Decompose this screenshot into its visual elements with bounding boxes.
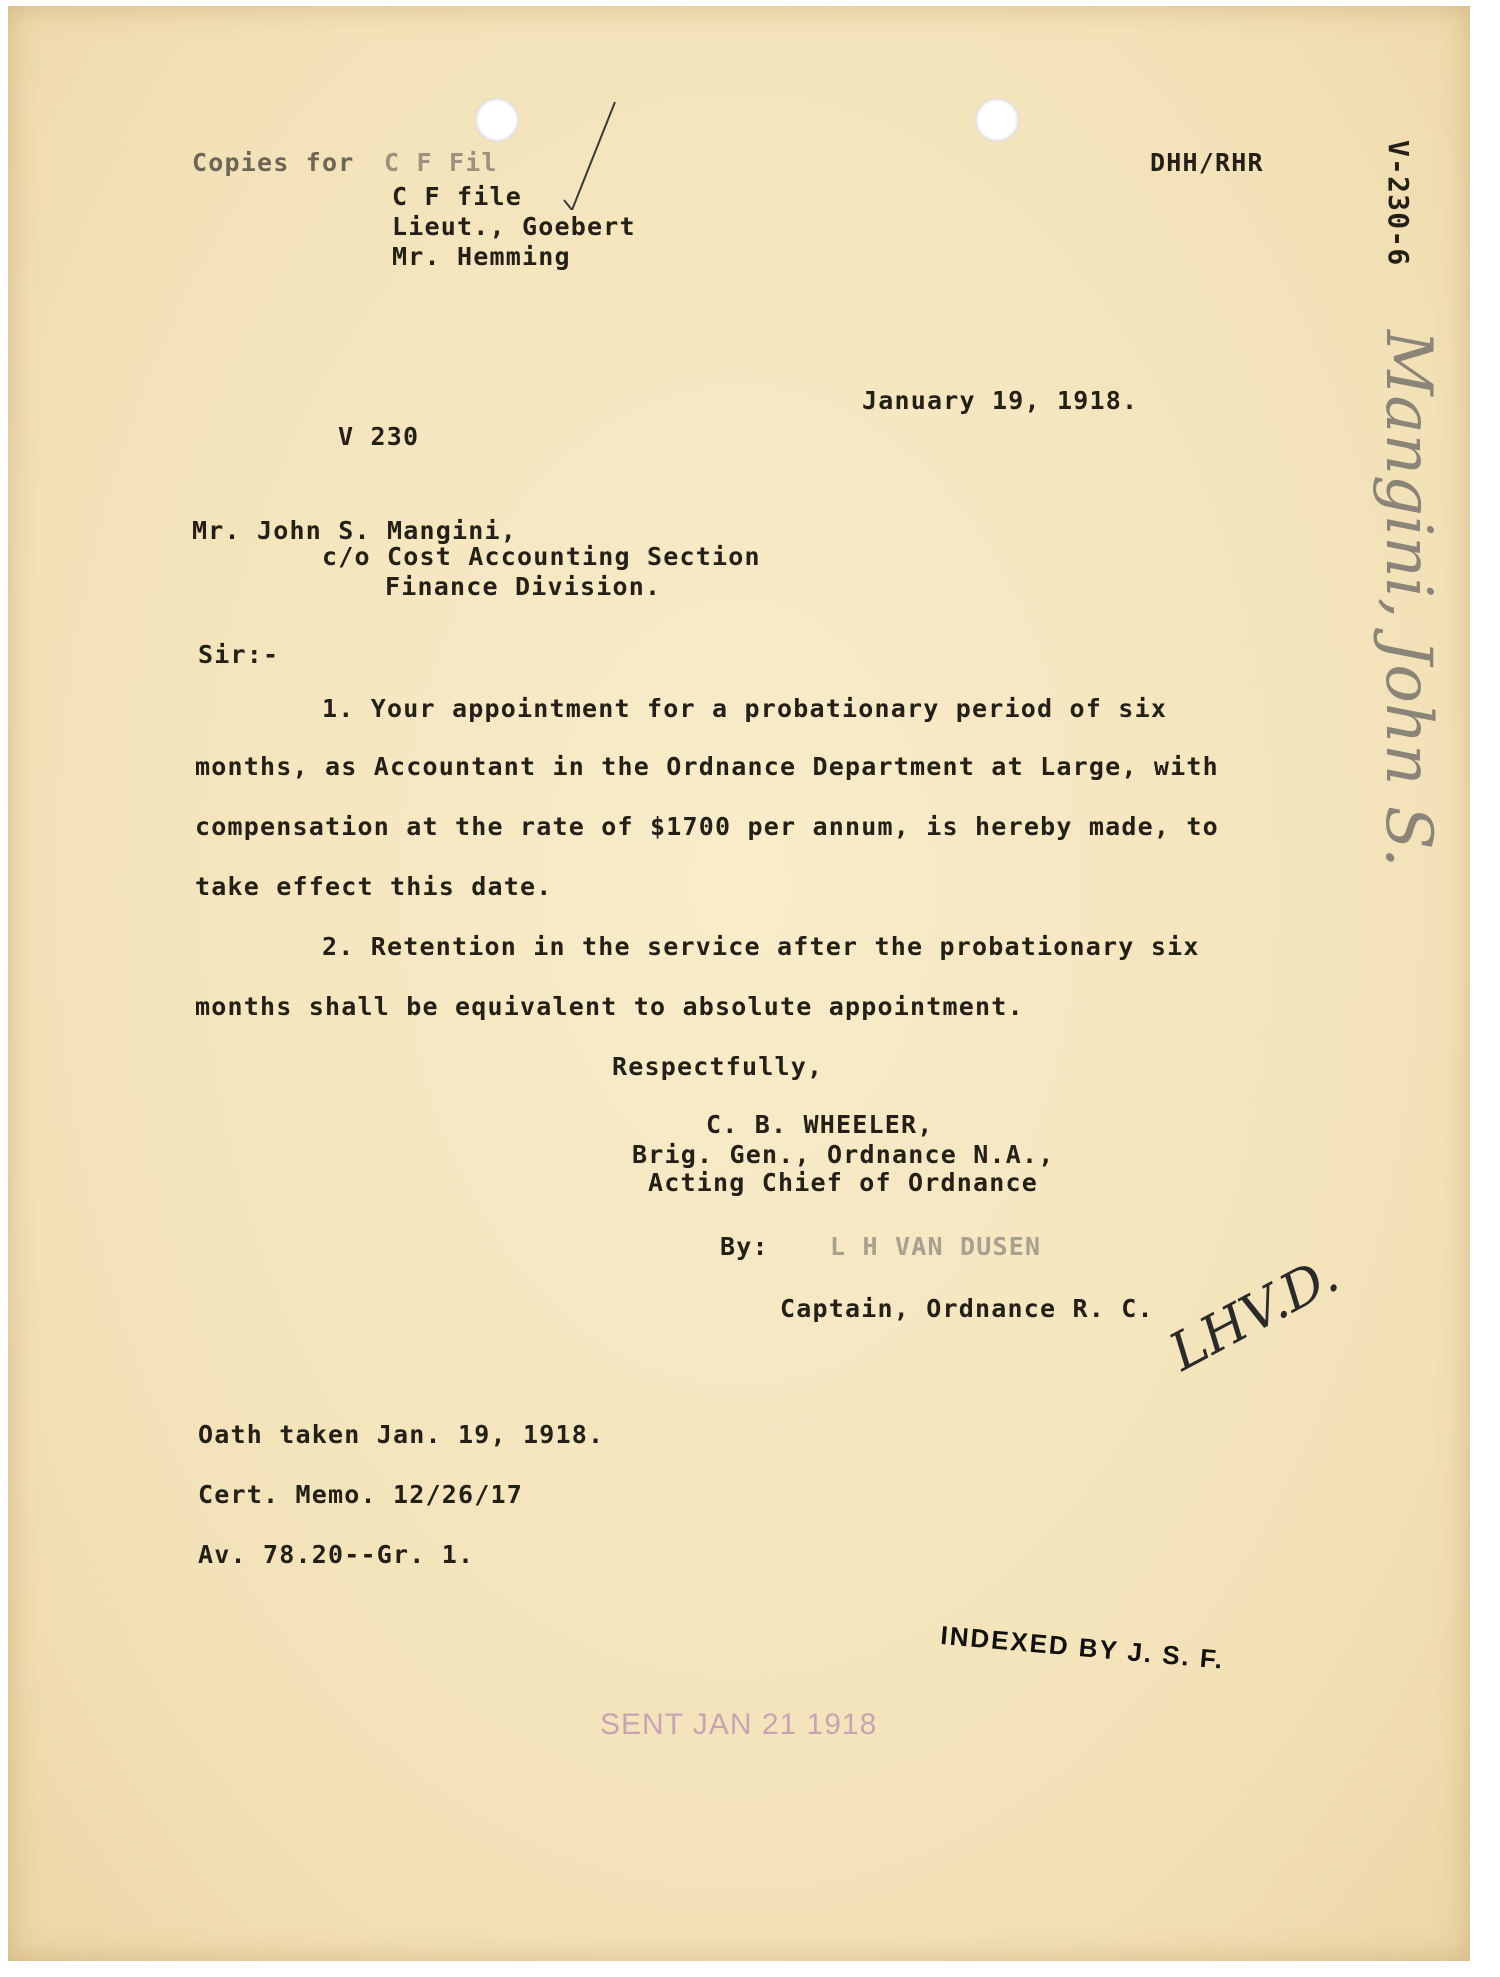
by-name: L H VAN DUSEN	[830, 1232, 1042, 1261]
closing: Respectfully,	[612, 1052, 824, 1081]
file-reference: V 230	[338, 422, 420, 451]
footer-note-av: Av. 78.20--Gr. 1.	[198, 1540, 475, 1569]
copies-item-1: C F file	[392, 182, 523, 211]
paragraph-1-line-4: take effect this date.	[195, 872, 553, 901]
signer-rank: Brig. Gen., Ordnance N.A.,	[632, 1140, 1055, 1169]
indexed-stamp: INDEXED BY J. S. F.	[939, 1620, 1226, 1675]
punch-hole-right	[975, 98, 1019, 142]
copies-first: C F Fil	[384, 148, 498, 177]
paragraph-1-line-2: months, as Accountant in the Ordnance Department at Large, with	[195, 752, 1219, 781]
sent-stamp: SENT JAN 21 1918	[600, 1708, 878, 1741]
punch-hole-left	[475, 98, 519, 142]
paragraph-1-line-3: compensation at the rate of $1700 per annum, is hereby made, to	[195, 812, 1219, 841]
signer-title: Acting Chief of Ordnance	[648, 1168, 1039, 1197]
copies-item-2: Lieut., Goebert	[392, 212, 636, 241]
salutation: Sir:-	[198, 640, 280, 669]
by-title: Captain, Ordnance R. C.	[780, 1294, 1154, 1323]
paragraph-2-line-1: 2. Retention in the service after the probationary six	[322, 932, 1200, 961]
copies-label: Copies for	[192, 148, 355, 177]
recipient-name: Mr. John S. Mangini,	[192, 516, 518, 545]
check-mark-icon	[560, 100, 620, 210]
recipient-line-2: c/o Cost Accounting Section	[322, 542, 761, 571]
by-label: By:	[720, 1232, 769, 1261]
document-page	[8, 6, 1470, 1961]
handwritten-initials: LHV.D.	[1160, 1244, 1349, 1383]
footer-note-cert: Cert. Memo. 12/26/17	[198, 1480, 524, 1509]
recipient-line-3: Finance Division.	[385, 572, 662, 601]
signer-name: C. B. WHEELER,	[706, 1110, 934, 1139]
file-number-vertical: V-230-6	[1382, 140, 1415, 267]
handwritten-name: Mangini, John S.	[1371, 330, 1445, 868]
paragraph-1-line-1: 1. Your appointment for a probationary period of six	[322, 694, 1168, 723]
paragraph-2-line-2: months shall be equivalent to absolute appointment.	[195, 992, 1024, 1021]
letter-date: January 19, 1918.	[862, 386, 1139, 415]
typist-initials: DHH/RHR	[1150, 148, 1264, 177]
copies-item-3: Mr. Hemming	[392, 242, 571, 271]
footer-note-oath: Oath taken Jan. 19, 1918.	[198, 1420, 605, 1449]
